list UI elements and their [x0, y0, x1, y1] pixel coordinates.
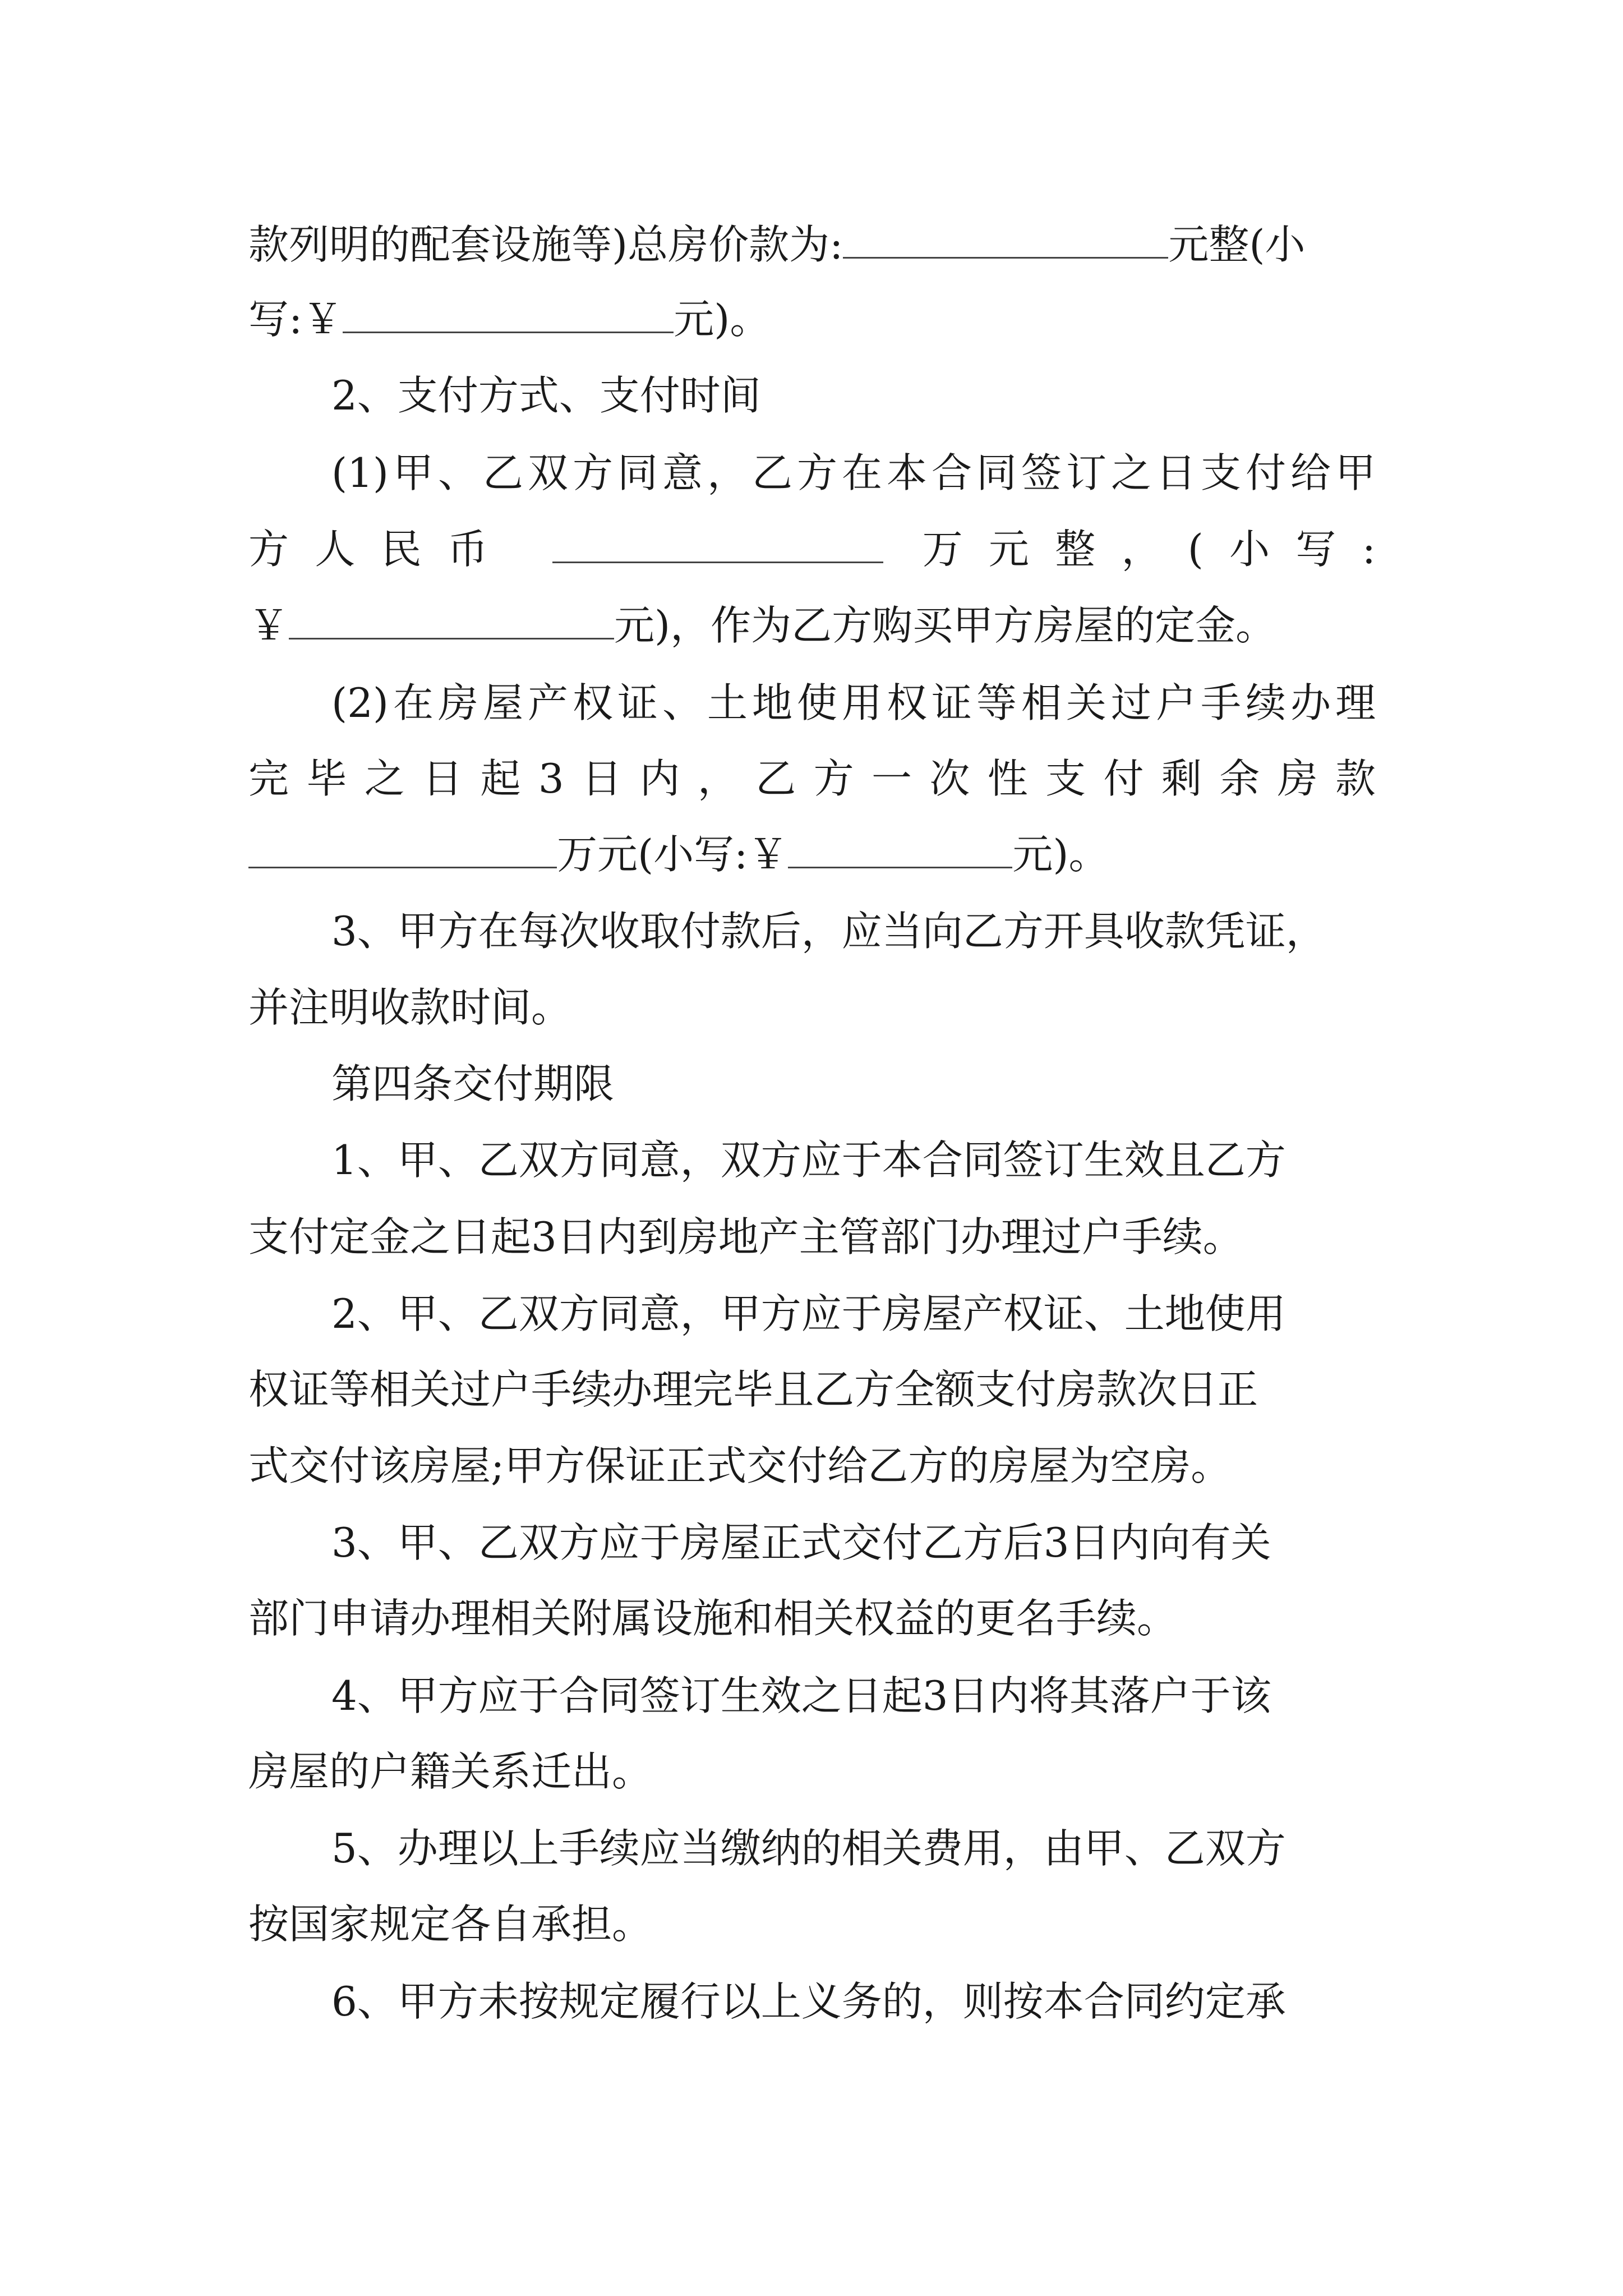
text-line: 完毕之日起3日内，乙方一次性支付剩余房款 — [248, 755, 1376, 802]
text-line: 房屋的户籍关系迁出。 — [248, 1748, 653, 1795]
text-line: (1)甲、乙双方同意，乙方在本合同签订之日支付给甲 — [331, 449, 1376, 496]
fill-blank — [843, 213, 1168, 259]
text-line: 部门申请办理相关附属设施和相关权益的更名手续。 — [248, 1595, 1178, 1642]
text-line: 式交付该房屋;甲方保证正式交付给乙方的房屋为空房。 — [248, 1442, 1232, 1489]
text-line — [248, 211, 1376, 278]
text-line: 3、甲方在每次收取付款后，应当向乙方开具收款凭证， — [331, 908, 1326, 955]
text-segment: 方人民币 — [248, 526, 514, 573]
article-heading: 第四条交付期限 — [331, 1060, 615, 1107]
text-line: 3、甲、乙双方应于房屋正式交付乙方后3日内向有关 — [331, 1519, 1271, 1566]
text-line: 5、办理以上手续应当缴纳的相关费用，由甲、乙双方 — [331, 1825, 1286, 1872]
fill-blank — [248, 823, 557, 868]
text-line — [248, 821, 1376, 888]
text-segment: 万元(小写:￥ — [557, 831, 789, 878]
text-segment: 款列明的配套设施等)总房价款为: — [248, 221, 843, 268]
fill-blank — [343, 288, 674, 333]
text-line: 支付定金之日起3日内到房地产主管部门办理过户手续。 — [248, 1213, 1243, 1260]
text-line: 并注明收款时间。 — [248, 984, 572, 1031]
text-segment: 元)，作为乙方购买甲方房屋的定金。 — [614, 602, 1276, 649]
text-segment: 元整(小 — [1168, 221, 1306, 268]
text-line: 1、甲、乙双方同意，双方应于本合同签订生效且乙方 — [331, 1137, 1286, 1184]
text-segment: 元)。 — [674, 296, 771, 343]
text-line: 6、甲方未按规定履行以上义务的，则按本合同约定承 — [331, 1978, 1286, 2025]
text-line — [248, 592, 1376, 659]
text-line — [248, 286, 1376, 353]
text-line: 4、甲方应于合同签订生效之日起3日内将其落户于该 — [331, 1672, 1271, 1719]
section-heading: 2、支付方式、支付时间 — [331, 372, 761, 419]
text-segment: ￥ — [248, 602, 289, 649]
fill-blank — [289, 594, 614, 639]
fill-blank — [552, 518, 883, 563]
text-segment: 元)。 — [1012, 831, 1109, 878]
text-line: 按国家规定各自承担。 — [248, 1901, 653, 1948]
text-line: 2、甲、乙双方同意，甲方应于房屋产权证、土地使用 — [331, 1290, 1286, 1337]
text-segment: 万元整，(小写: — [922, 526, 1376, 573]
text-line — [248, 516, 1376, 583]
text-line: 权证等相关过户手续办理完毕且乙方全额支付房款次日正 — [248, 1366, 1258, 1413]
fill-blank — [788, 823, 1012, 868]
text-segment: 写:￥ — [248, 296, 343, 343]
text-line: (2)在房屋产权证、土地使用权证等相关过户手续办理 — [331, 679, 1376, 726]
